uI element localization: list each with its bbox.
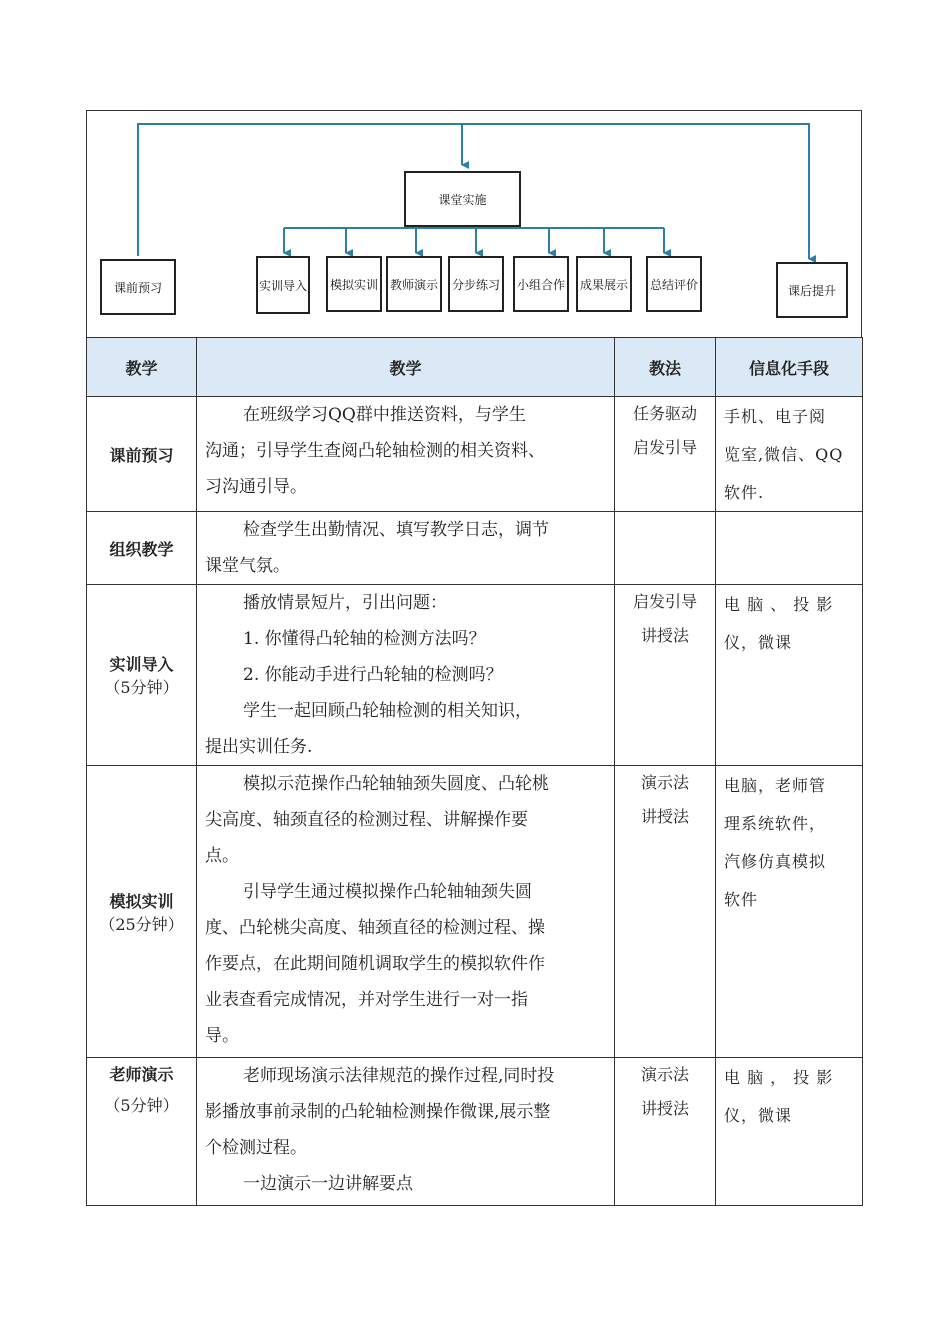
- method-cell: [615, 766, 716, 1058]
- method-line: 启发引导: [632, 438, 697, 457]
- flow-step-box: [386, 256, 442, 312]
- content-line: 一边演示一边讲解要点: [243, 1174, 413, 1194]
- header-method: 教法: [615, 338, 716, 397]
- info-cell: [716, 512, 863, 585]
- info-line: 手机、电子阅: [724, 407, 827, 426]
- stage-duration: （5分钟）: [104, 678, 179, 697]
- flow-step-box: [326, 256, 382, 312]
- content-line: 2. 你能动手进行凸轮轴的检测吗？: [243, 665, 503, 685]
- stage-cell: [87, 1058, 197, 1206]
- flow-step-label: 实训导入: [258, 278, 307, 293]
- content-line: 业表查看完成情况，并对学生进行一对一指: [205, 990, 528, 1010]
- header-info: 信息化手段: [716, 338, 863, 397]
- content-line: 引导学生通过模拟操作凸轮轴轴颈失圆: [243, 882, 532, 902]
- method-line: 任务驱动: [632, 404, 697, 423]
- table-row: [87, 1058, 863, 1206]
- content-line: 提出实训任务.: [205, 737, 313, 757]
- stage-label: 组织教学: [109, 539, 174, 559]
- content-line: 检查学生出勤情况、填写教学日志，调节: [243, 520, 549, 540]
- flow-step-box: [448, 256, 504, 312]
- method-cell: [615, 512, 716, 585]
- flow-step-box: [256, 256, 310, 314]
- info-line: 电脑，老师管: [724, 776, 827, 795]
- method-line: 演示法: [640, 1065, 689, 1084]
- info-line: 览室,微信、QQ: [724, 445, 844, 464]
- info-cell: [716, 397, 863, 512]
- content-line: 尖高度、轴颈直径的检测过程、讲解操作要: [205, 810, 528, 830]
- flow-left-box: [100, 259, 176, 315]
- stage-cell: [87, 397, 197, 512]
- content-line: 沟通；引导学生查阅凸轮轴检测的相关资料、: [205, 441, 545, 461]
- content-line: 课堂气氛。: [205, 556, 290, 576]
- stage-label: 模拟实训: [109, 891, 174, 911]
- info-line: 仪，微课: [724, 633, 793, 652]
- flow-step-label: 模拟实训: [329, 277, 378, 292]
- flow-step-box: [646, 256, 702, 312]
- flow-right-box: [776, 262, 848, 318]
- method-cell: [615, 397, 716, 512]
- flow-root-label: 课堂实施: [438, 192, 487, 207]
- content-line: 作要点，在此期间随机调取学生的模拟软件作: [205, 954, 545, 974]
- info-line: 仪，微课: [724, 1106, 793, 1125]
- flow-root-box: [404, 171, 521, 227]
- flow-step-label: 成果展示: [579, 277, 628, 292]
- flow-step-box: [513, 256, 569, 312]
- flow-right-label: 课后提升: [787, 283, 836, 298]
- stage-label: 老师演示: [109, 1065, 174, 1084]
- content-cell: [197, 766, 615, 1058]
- content-line: 老师现场演示法律规范的操作过程,同时投: [243, 1066, 555, 1086]
- stage-label: 课前预习: [109, 445, 174, 465]
- method-line: 启发引导: [632, 592, 697, 611]
- flow-step-box: [576, 256, 632, 312]
- header-stage: 教学: [87, 338, 197, 397]
- flow-step-label: 小组合作: [516, 277, 565, 292]
- stage-cell: [87, 512, 197, 585]
- stage-cell: [87, 585, 197, 766]
- content-line: 1. 你懂得凸轮轴的检测方法吗？: [243, 629, 486, 649]
- method-cell: [615, 585, 716, 766]
- lesson-table: [86, 337, 863, 1206]
- table-row: [87, 512, 863, 585]
- flow-left-label: 课前预习: [113, 280, 162, 295]
- content-line: 影播放事前录制的凸轮轴检测操作微课,展示整: [205, 1102, 551, 1122]
- content-line: 习沟通引导。: [205, 477, 307, 497]
- content-cell: [197, 1058, 615, 1206]
- content-line: 在班级学习QQ群中推送资料，与学生: [243, 405, 526, 425]
- table-row: [87, 766, 863, 1058]
- info-cell: [716, 766, 863, 1058]
- flow-step-label: 教师演示: [389, 277, 438, 292]
- info-line: 电 脑 ， 投 影: [724, 1068, 834, 1087]
- content-line: 导。: [205, 1026, 239, 1046]
- content-line: 模拟示范操作凸轮轴轴颈失圆度、凸轮桃: [243, 774, 549, 794]
- flow-step-label: 分步练习: [451, 277, 500, 292]
- content-line: 个检测过程。: [205, 1138, 307, 1158]
- table-row: [87, 397, 863, 512]
- table-row: [87, 585, 863, 766]
- method-line: 讲授法: [640, 807, 689, 826]
- info-cell: [716, 1058, 863, 1206]
- info-cell: [716, 585, 863, 766]
- content-line: 点。: [205, 846, 239, 866]
- content-cell: [197, 397, 615, 512]
- table-header-row: [87, 338, 863, 397]
- content-line: 播放情景短片，引出问题：: [243, 593, 447, 613]
- content-cell: [197, 585, 615, 766]
- info-line: 软件: [724, 890, 759, 909]
- method-cell: [615, 1058, 716, 1206]
- method-line: 讲授法: [640, 1099, 689, 1118]
- method-line: 演示法: [640, 773, 689, 792]
- info-line: 汽修仿真模拟: [724, 852, 827, 871]
- stage-duration: （5分钟）: [104, 1096, 179, 1115]
- content-line: 度、凸轮桃尖高度、轴颈直径的检测过程、操: [205, 918, 545, 938]
- stage-label: 实训导入: [109, 655, 174, 674]
- flow-step-label: 总结评价: [649, 277, 698, 292]
- info-line: 理系统软件，: [724, 814, 827, 833]
- header-content: 教学: [197, 338, 615, 397]
- info-line: 软件.: [724, 483, 765, 502]
- info-line: 电 脑 、 投 影: [724, 595, 834, 614]
- stage-duration: （25分钟）: [99, 914, 184, 934]
- content-line: 学生一起回顾凸轮轴检测的相关知识，: [243, 701, 532, 721]
- stage-cell: [87, 766, 197, 1058]
- method-line: 讲授法: [640, 626, 689, 645]
- content-cell: [197, 512, 615, 585]
